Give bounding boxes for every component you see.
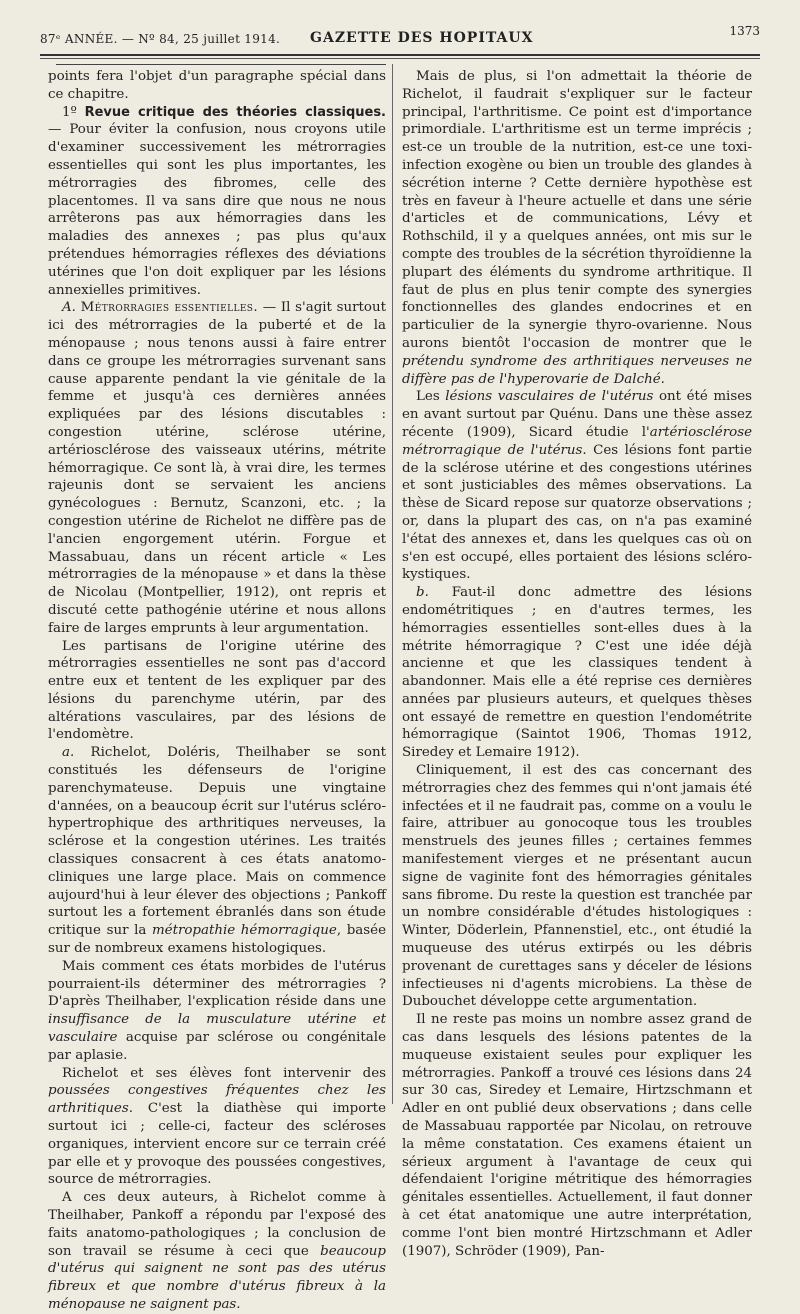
paragraph: Mais de plus, si l'on admettait la théorie de Richelot, il faudrait s'expliquer sur le facteur principal, l'arthritisme. Ce point est d'importance primordiale. L'arthritisme est un terme imprécis ; est-ce un trouble de la nutrition, est-ce une toxi-infection exogène ou bien un trouble des glandes à sécrétion interne ? Cette dernière hypothèse est très en faveur à l'heure actuelle et dans une série d'articles et de communications, Lévy et Rothschild, il y a quelques années, ont mis sur le compte des troubles de la sécrétion thyroïdienne la plupart des éléments du syndrome arthritique. Il faut de plus en plus tenir compte des synergies fonctionnelles des glandes endocrines et en particulier de la synergie thyro-ovarienne. Nous aurons bientôt l'occasion de montrer que le prétendu syndrome des arthritiques nerveuses ne diffère pas de l'hyperovarie de Dalché. [402, 69, 752, 387]
paragraph: A. Métrorragies essentielles. — Il s'agit surtout ici des métrorragies de la puberté et de la ménopause ; nous tenons aussi à faire entrer dans ce groupe les métrorragies survenant sans cause apparente pendant la vie génitale de la femme et jusqu'à ces dernières années expliquées par des lésions discutables : congestion utérine, sclérose utérine, artériosclérose des vaisseaux utérins, métrite hémorragique. Ce sont là, à vrai dire, les termes rajeunis dont se servaient les anciens gynécologues : Bernutz, Scanzoni, etc. ; la congestion utérine de Richelot ne diffère pas de l'ancien engorgement utérin. Forgue et Massabuau, dans un récent article « Les métrorragies de la ménopause » et dans la thèse de Nicolau (Montpellier, 1912), ont repris et discuté cette pathogénie utérine et nous allons faire de larges emprunts à leur argumentation. [48, 300, 386, 636]
paragraph: A ces deux auteurs, à Richelot comme à Theilhaber, Pankoff a répondu par l'exposé des faits anatomo-pathologiques ; la conclusion de son travail se résume à ceci que beaucoup d'utérus qui saignent ne sont pas des utérus fibreux et que nombre d'utérus fibreux à la ménopause ne saignent pas. [48, 1190, 386, 1312]
paragraph: 1º Revue critique des théories classiques. — Pour éviter la confusion, nous croyons utile d'examiner successivement les métrorragies essentielles qui sont les plus importantes, les métrorragies des fibromes, celle des placentomes. Il va sans dire que nous ne nous arrêterons pas aux hémorragies dans les maladies des annexes ; pas plus qu'aux prétendues hémorragies réflexes des déviations utérines que l'on doit expliquer par les lésions annexielles primitives. [48, 104, 386, 298]
paragraph: Richelot et ses élèves font intervenir des poussées congestives fréquentes chez les arthritiques. C'est la diathèse qui importe surtout ici ; celle-ci, facteur des scléroses organiques, intervient encore sur ce terrain créé par elle et y provoque des poussées congestives, source de métrorragies. [48, 1065, 386, 1188]
right-column [402, 68, 752, 1260]
paragraph: Mais comment ces états morbides de l'utérus pourraient-ils déterminer des métrorragies ? D'après Theilhaber, l'explication réside dans une insuffisance de la musculature utérine et vasculaire acquise par sclérose ou congénitale par aplasie. [48, 958, 386, 1063]
paragraph: b. Faut-il donc admettre des lésions endométritiques ; en d'autres termes, les hémorragies essentielles sont-elles dues à la métrite hémorragique ? C'est une idée déjà ancienne et que les classiques tendent à abandonner. Mais elle a été reprise ces dernières années par plusieurs auteurs, et quelques thèses ont essayé de remettre en question l'endométrite hémorragique (Saintot 1906, Thomas 1912, Siredey et Lemaire 1912). [402, 585, 753, 761]
paragraph: a. Richelot, Doléris, Theilhaber se sont constitués les défenseurs de l'origine parenchymateuse. Depuis une vingtaine d'années, on a beaucoup écrit sur l'utérus scléro-hypertrophique des arthritiques nerveuses, la sclérose et la congestion utérines. Les traités classiques consacrent à ces états anatomo-cliniques une large place. Mais on commence aujourd'hui à leur élever des objections ; Pankoff surtout les a fortement ébranlés dans son étude critique sur la métropathie hémorragique, basée sur de nombreux examens histologiques. [48, 745, 386, 957]
column-top-rule [56, 64, 386, 65]
page-header [40, 24, 760, 52]
paragraph: Cliniquement, il est des cas concernant des métrorragies chez des femmes qui n'ont jamais été infectées et il ne faudrait pas, comme on a voulu le faire, attribuer au gonocoque tous les troubles menstruels des jeunes filles ; certaines femmes manifestement vierges et ne présentant aucun signe de vaginite font des hémorragies génitales sans fibrome. Du reste la question est tranchée par un nombre considérable d'études histologiques : Winter, Döderlein, Pfannenstiel, etc., ont étudié la muqueuse des utérus extirpés ou les débris provenant de curettages sans y déceler de lésions infectieuses ni d'agents microbiens. La thèse de Dubouchet développe cette argumentation. [402, 763, 752, 1010]
left-column [48, 68, 386, 1314]
paragraph: points fera l'objet d'un paragraphe spécial dans ce chapitre. [48, 69, 386, 102]
page-number: 1373 [729, 24, 760, 38]
journal-title: GAZETTE DES HOPITAUX [310, 30, 534, 46]
header-rule [40, 54, 760, 56]
paragraph: Il ne reste pas moins un nombre assez grand de cas dans lesquels des lésions patentes de la muqueuse existaient seules pour expliquer les métrorragies. Pankoff a trouvé ces lésions dans 24 sur 30 cas, Siredey et Lemaire, Hirtzschmann et Adler en ont publié deux observations ; dans celle de Massabuau rapportée par Nicolau, on retrouve la même constatation. Ces examens étaient un sérieux argument à l'avantage de ceux qui défendaient l'origine métritique des hémorragies génitales essentielles. Actuellement, il faut donner à cet état anatomique une autre interprétation, comme l'ont bien montré Hirtzschmann et Adler (1907), Schröder (1909), Pan- [402, 1012, 752, 1259]
header-rule-thin [40, 58, 760, 59]
column-divider [392, 64, 393, 1104]
subsection-heading: Métrorragies essentielles. [80, 300, 259, 316]
section-heading: Revue critique des théories classiques. [84, 104, 386, 120]
issue-info: 87ᵉ ANNÉE. — Nº 84, 25 juillet 1914. [40, 32, 281, 46]
paragraph: Les lésions vasculaires de l'utérus ont été mises en avant surtout par Quénu. Dans une thèse assez récente (1909), Sicard étudie l'artériosclérose métrorragique de l'utérus. Ces lésions font partie de la sclérose utérine et des congestions utérines et sont justiciables des mêmes observations. La thèse de Sicard repose sur quatorze observations ; or, dans la plupart des cas, on n'a pas examiné l'état des annexes et, dans les quelques cas où on s'en est occupé, elles portaient des lésions scléro-kystiques. [402, 389, 753, 583]
paragraph: Les partisans de l'origine utérine des métrorragies essentielles ne sont pas d'accord entre eux et tentent de les expliquer par des lésions du parenchyme utérin, par des altérations vasculaires, par des lésions de l'endomètre. [48, 638, 386, 743]
